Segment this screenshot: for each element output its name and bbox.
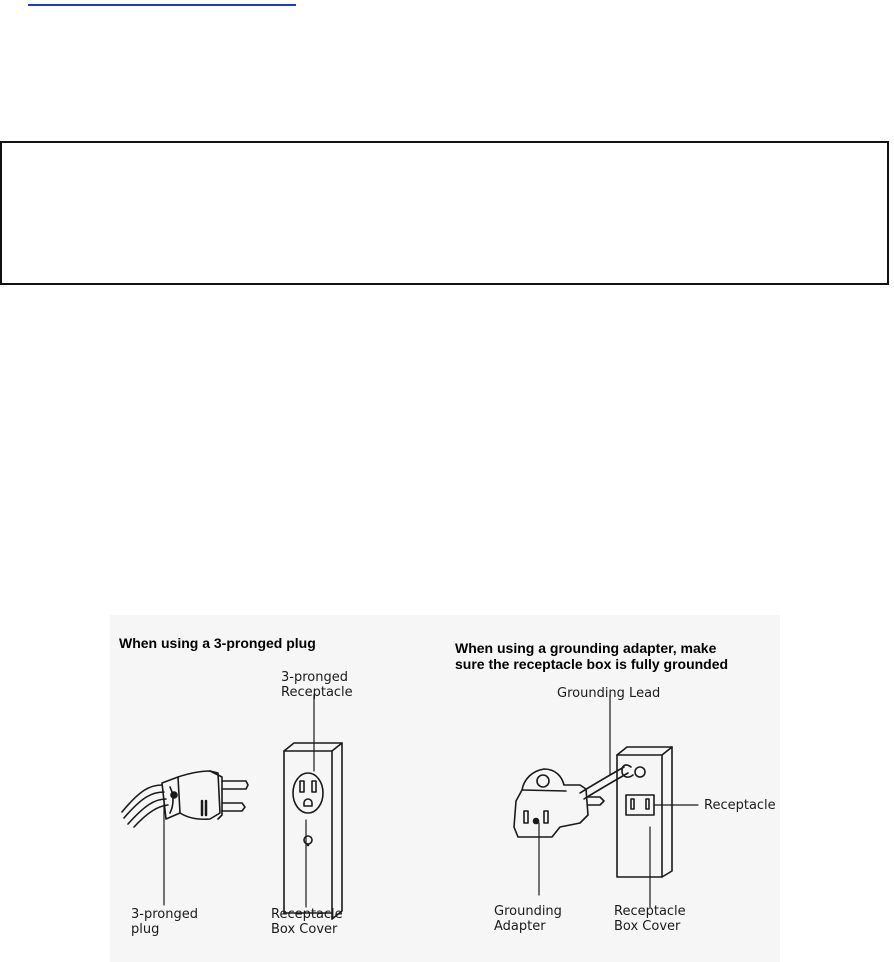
left-panel-heading: When using a 3-pronged plug: [119, 635, 316, 651]
receptacle-illustration: [284, 695, 342, 919]
plug-illustration: [122, 771, 248, 905]
grounding-figure: [110, 615, 780, 962]
empty-bordered-box: [0, 141, 889, 285]
label-grounding-lead: Grounding Lead: [557, 686, 661, 701]
top-link-underline[interactable]: [28, 0, 296, 6]
label-grounding-adapter: Grounding Adapter: [494, 904, 562, 934]
grounding-adapter-illustration: [514, 769, 604, 895]
right-panel-heading: When using a grounding adapter, make sure the receptacle box is fully grounded: [455, 640, 729, 672]
label-receptacle-right: Receptacle: [704, 798, 776, 813]
label-receptacle-box-cover-left: Receptacle Box Cover: [271, 907, 343, 937]
label-3-pronged-plug: 3-pronged plug: [131, 907, 198, 937]
label-3-pronged-receptacle: 3-pronged Receptacle: [281, 670, 353, 700]
grounding-lead-illustration: [580, 695, 628, 799]
grounded-receptacle-illustration: [617, 747, 698, 907]
label-receptacle-box-cover-right: Receptacle Box Cover: [614, 904, 686, 934]
